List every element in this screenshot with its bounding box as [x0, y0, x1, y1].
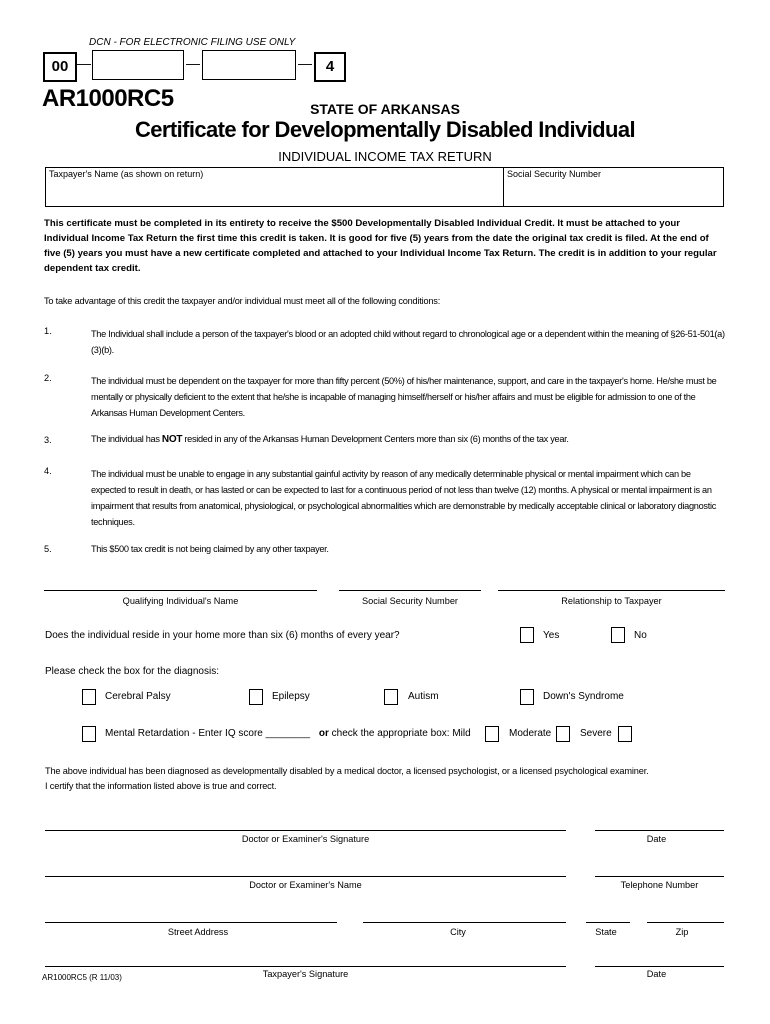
date-1-input[interactable] [596, 812, 726, 831]
condition-text-part: The individual has [91, 434, 162, 444]
conditions-intro: To take advantage of this credit the taxpayer and/or individual must meet all of the following conditions: [44, 296, 441, 306]
telephone-input[interactable] [596, 858, 726, 877]
page-subtitle: INDIVIDUAL INCOME TAX RETURN [278, 149, 492, 164]
street-line [45, 922, 337, 923]
moderate-label: Moderate [509, 728, 552, 739]
condition-number: 4. [44, 466, 52, 476]
condition-number: 2. [44, 373, 52, 383]
dcn-prefix: 00 [51, 58, 69, 75]
qualifying-name-input[interactable] [44, 572, 320, 591]
condition-text-part: resided in any of the Arkansas Human Development Centers more than six (6) months of the tax year. [182, 434, 569, 444]
dcn-field-2[interactable] [202, 50, 296, 80]
relationship-line [498, 590, 725, 591]
telephone-label: Telephone Number [620, 880, 699, 890]
residence-question: Does the individual reside in your home more than six (6) months of every year? [45, 630, 400, 641]
date-2-input[interactable] [596, 948, 726, 967]
dcn-label: DCN - FOR ELECTRONIC FILING USE ONLY [89, 37, 296, 48]
downs-syndrome-label: Down's Syndrome [543, 691, 624, 702]
taxpayer-ssn-input[interactable] [507, 182, 721, 204]
cerebral-palsy-checkbox[interactable] [82, 689, 96, 705]
qualifying-name-label: Qualifying Individual's Name [122, 596, 239, 606]
or-emphasis: or [318, 728, 329, 739]
city-label: City [450, 927, 466, 937]
taxpayer-name-label: Taxpayer's Name (as shown on return) [49, 169, 204, 179]
condition-text: The Individual shall include a person of the taxpayer's blood or an adopted child without regard to chronological age or a dependent within the meaning of §26-51-501(a)(3)(b). [91, 329, 725, 355]
autism-label: Autism [408, 691, 439, 702]
zip-line [647, 922, 724, 923]
condition-text: The individual must be dependent on the taxpayer for more than fifty percent (50%) of his/her maintenance, support, and care in the taxpayer's home. He/she must be mentally or physically deficient to the extent that he/she is incapable of managing himself/herself or his/her affairs and must be eligible for admission to one of the Arkansas Human Development Centers. [91, 376, 717, 418]
severity-prompt: check the appropriate box: Mild [328, 728, 471, 739]
state-input[interactable] [587, 904, 633, 923]
moderate-checkbox[interactable] [556, 726, 570, 742]
zip-input[interactable] [648, 904, 726, 923]
relationship-label: Relationship to Taxpayer [561, 596, 662, 606]
taxpayer-box-divider [503, 167, 504, 206]
date-2-label: Date [646, 969, 667, 979]
qualifying-ssn-line [339, 590, 481, 591]
mental-retardation-label: Mental Retardation - Enter IQ score ________ [105, 728, 311, 739]
doctor-signature-line [45, 830, 566, 831]
taxpayer-name-input[interactable] [49, 182, 503, 204]
autism-checkbox[interactable] [384, 689, 398, 705]
residence-no-label: No [634, 630, 647, 641]
mild-checkbox[interactable] [485, 726, 499, 742]
condition-text: This $500 tax credit is not being claimed by any other taxpayer. [91, 544, 329, 554]
epilepsy-checkbox[interactable] [249, 689, 263, 705]
doctor-name-label: Doctor or Examiner's Name [249, 880, 362, 890]
dcn-suffix-box [314, 52, 346, 82]
doctor-signature-input[interactable] [45, 812, 567, 831]
state-heading: STATE OF ARKANSAS [310, 101, 460, 117]
condition-number: 5. [44, 544, 52, 554]
taxpayer-signature-label: Taxpayer's Signature [262, 969, 349, 979]
diagnosis-prompt: Please check the box for the diagnosis: [45, 666, 219, 677]
taxpayer-signature-line [45, 966, 566, 967]
street-label: Street Address [167, 927, 229, 937]
doctor-name-input[interactable] [45, 858, 567, 877]
date-2-line [595, 966, 724, 967]
downs-syndrome-checkbox[interactable] [520, 689, 534, 705]
dcn-dash-1: — [77, 55, 91, 71]
doctor-name-line [45, 876, 566, 877]
date-1-label: Date [646, 834, 667, 844]
city-line [363, 922, 566, 923]
residence-yes-checkbox[interactable] [520, 627, 534, 643]
dcn-dash-3: — [298, 55, 312, 71]
certification-line-1: The above individual has been diagnosed as developmentally disabled by a medical doctor, a licensed psychologist, or a licensed psychological examiner. [45, 766, 649, 776]
state-label: State [595, 927, 617, 937]
condition-text: The individual must be unable to engage in any substantial gainful activity by reason of any medically determinable physical or mental impairment which can be expected to result in death, or has lasted or can be expected to last for a continuous period of not less than twelve (12) months. A physical or mental impairment is an impairment that results from anatomical, physiological, or psychological abnormalities which are demonstrable by medically acceptable clinical or laboratory diagnostic techniques. [91, 469, 716, 527]
dcn-field-1[interactable] [92, 50, 184, 80]
doctor-signature-label: Doctor or Examiner's Signature [241, 834, 370, 844]
condition-text [91, 434, 725, 445]
mental-retardation-checkbox[interactable] [82, 726, 96, 742]
cerebral-palsy-label: Cerebral Palsy [105, 691, 171, 702]
certification-line-2: I certify that the information listed above is true and correct. [45, 781, 277, 791]
mental-retardation-row [105, 728, 471, 739]
telephone-line [595, 876, 724, 877]
credit-notice: This certificate must be completed in its entirety to receive the $500 Developmentally Disabled Individual Credit. It must be attached to your Individual Income Tax Return the first time this credit is taken. It is good for five (5) years from the date the original tax credit is filed. At the end of five (5) years you must have a new certificate completed and attached to your Individual Income Tax Return. The credit is in addition to your regular dependent tax credit. [44, 218, 717, 274]
qualifying-ssn-input[interactable] [340, 572, 484, 591]
form-revision: AR1000RC5 (R 11/03) [42, 973, 122, 982]
zip-label: Zip [675, 927, 689, 937]
condition-emphasis: NOT [161, 434, 183, 445]
form-id: AR1000RC5 [42, 85, 174, 112]
epilepsy-label: Epilepsy [272, 691, 310, 702]
street-input[interactable] [45, 904, 339, 923]
city-input[interactable] [364, 904, 568, 923]
taxpayer-signature-input[interactable] [45, 948, 567, 967]
qualifying-ssn-label: Social Security Number [362, 596, 458, 606]
dcn-prefix-box [43, 52, 77, 82]
state-line [586, 922, 630, 923]
qualifying-name-line [44, 590, 317, 591]
taxpayer-ssn-label: Social Security Number [507, 169, 602, 179]
condition-number: 3. [44, 435, 52, 445]
severe-checkbox[interactable] [618, 726, 632, 742]
residence-no-checkbox[interactable] [611, 627, 625, 643]
severe-label: Severe [580, 728, 612, 739]
residence-yes-label: Yes [543, 630, 560, 641]
page-title: Certificate for Developmentally Disabled Individual [135, 117, 635, 142]
date-1-line [595, 830, 724, 831]
dcn-suffix: 4 [325, 58, 335, 75]
dcn-dash-2: — [186, 55, 200, 71]
condition-number: 1. [44, 326, 52, 336]
relationship-input[interactable] [499, 572, 727, 591]
